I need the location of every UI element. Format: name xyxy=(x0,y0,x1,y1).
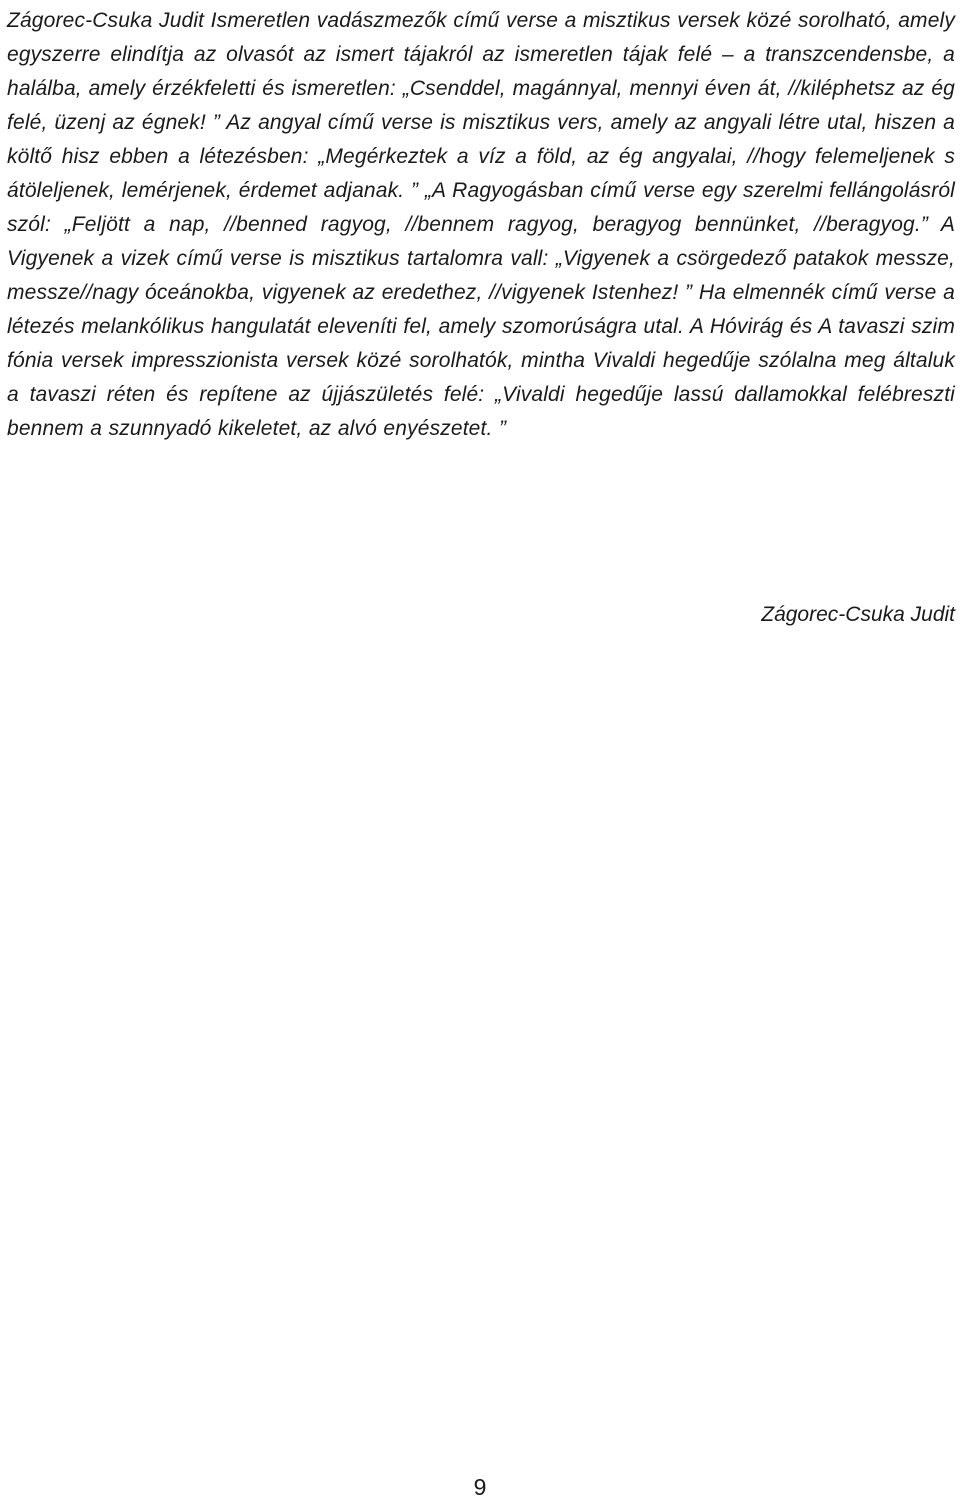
body-paragraph: Zágorec-Csuka Judit Ismeretlen vadászmezők című verse a misztikus versek közé sorolható, amely egyszerre elindítja az olvasót az ismert tájakról az ismeretlen tájak felé – a transzcendensbe, a halálba, amely érzékfeletti és ismeretlen: „Csenddel, magánnyal, mennyi éven át, //kiléphetsz az ég felé, üzenj az égnek! ” Az angyal című verse is misztikus vers, amely az angyali létre utal, hiszen a költő hisz ebben a létezésben: „Megérkeztek a víz a föld, az ég angyalai, //hogy felemeljenek s átöleljenek, lemérjenek, érdemet adjanak. ” „A Ragyogásban című verse egy szerelmi fellángolásról szól: „Feljött a nap, //benned ragyog, //bennem ragyog, beragyog bennünket, //beragyog.” A Vigyenek a vizek című verse is misztikus tartalomra vall: „Vigyenek a csörgedező patakok messze, messze//nagy óceánokba, vigyenek az eredethez, //vigyenek Istenhez! ” Ha elmennék című verse a létezés melankólikus hangulatát eleveníti fel, amely szomorúságra utal. A Hóvirág és A tavaszi szim fónia versek impresszionista versek közé sorolhatók, mintha Vivaldi hegedűje szólalna meg általuk a tavaszi réten és repítene az újjászületés felé: „Vivaldi hegedűje lassú dallamokkal felébreszti bennem a szunnyadó kikeletet, az alvó enyészetet. ” xyxy=(7,9,955,440)
page-number: 9 xyxy=(473,1474,487,1500)
author-signature: Zágorec-Csuka Judit xyxy=(761,603,955,626)
